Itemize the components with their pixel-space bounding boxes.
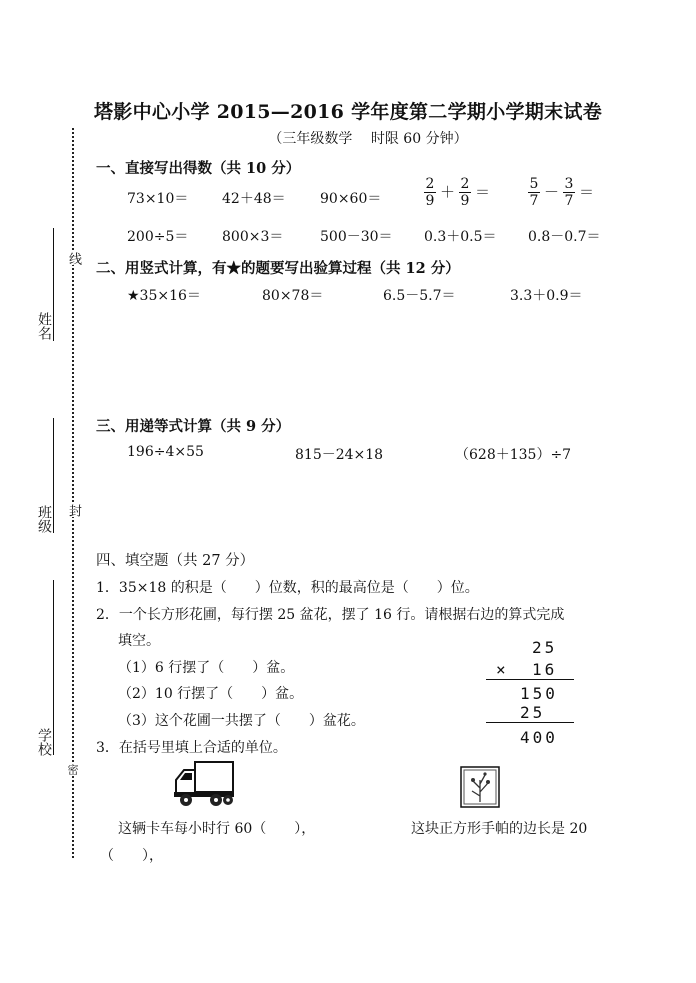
problem-2-2: 80×78＝ (262, 288, 324, 304)
problem-1-9: 0.3＋0.5＝ (424, 229, 497, 245)
name-label: 姓名 (36, 312, 52, 340)
calc-partial-2: 25 (520, 703, 546, 722)
question-4-2: 2．一个长方形花圃，每行摆 25 盆花，摆了 16 行。请根据右边的算式完成 (96, 607, 565, 623)
denominator: 7 (564, 193, 574, 209)
truck-question: 这辆卡车每小时行 60（ ）， (118, 821, 316, 837)
denominator: 9 (425, 193, 435, 209)
problem-1-10: 0.8－0.7＝ (528, 229, 601, 245)
problem-1-5 (528, 176, 598, 209)
denominator: 9 (460, 193, 470, 209)
binding-mark-secret: 密 (66, 764, 79, 775)
numerator: 5 (529, 176, 539, 192)
calc-rule (486, 679, 574, 680)
class-label: 班级 (36, 505, 52, 533)
question-4-2-2: （2）10 行摆了（ ）盆。 (118, 686, 304, 702)
section-4-heading: 四、填空题（共 27 分） (96, 553, 255, 569)
question-4-2-3: （3）这个花圃一共摆了（ ）盆花。 (118, 713, 365, 729)
problem-1-8: 500－30＝ (320, 229, 393, 245)
question-4-1: 1．35×18 的积是（ ）位数，积的最高位是（ ）位。 (96, 580, 479, 596)
problem-1-4 (424, 176, 494, 209)
equals: ＝ (475, 182, 491, 201)
calc-rule (486, 722, 574, 723)
school-label: 学校 (36, 728, 52, 756)
calc-multiplicand: 25 (532, 638, 558, 657)
numerator: 3 (564, 176, 574, 192)
name-field-line[interactable] (53, 228, 54, 341)
problem-3-2: 815－24×18 (295, 447, 384, 463)
question-4-3: 3．在括号里填上合适的单位。 (96, 740, 287, 756)
handkerchief-question: 这块正方形手帕的边长是 20 (411, 821, 588, 837)
problem-2-1: ★35×16＝ (127, 288, 201, 304)
handkerchief-question-cont: （ ）， (100, 848, 163, 864)
binding-dotted-line (72, 128, 74, 858)
numerator: 2 (460, 176, 470, 192)
binding-mark-seal: 封 (66, 504, 81, 517)
fraction (459, 176, 471, 209)
calc-result: 400 (520, 728, 558, 747)
question-4-2-1: （1）6 行摆了（ ）盆。 (118, 660, 295, 676)
fraction (424, 176, 436, 209)
question-4-2-cont: 填空。 (118, 633, 160, 649)
problem-1-6: 200÷5＝ (127, 229, 189, 245)
page-title: 塔影中心小学 2015—2016 学年度第二学期小学期末试卷 (94, 101, 602, 123)
calc-multiplier: 16 (532, 660, 558, 679)
section-3-heading: 三、用递等式计算（共 9 分） (96, 418, 291, 435)
operator: ＋ (440, 182, 456, 201)
truck-icon (172, 758, 236, 808)
fraction (563, 176, 575, 209)
fraction (528, 176, 540, 209)
handkerchief-icon (460, 766, 500, 808)
problem-2-4: 3.3＋0.9＝ (510, 288, 583, 304)
denominator: 7 (529, 193, 539, 209)
school-field-line[interactable] (53, 580, 54, 755)
section-1-heading: 一、直接写出得数（共 10 分） (96, 160, 301, 177)
equals: ＝ (579, 182, 595, 201)
section-2-heading: 二、用竖式计算，有★的题要写出验算过程（共 12 分） (96, 260, 460, 277)
binding-mark-line: 线 (66, 252, 81, 265)
problem-2-3: 6.5－5.7＝ (383, 288, 456, 304)
problem-3-1: 196÷4×55 (127, 444, 204, 460)
problem-1-1: 73×10＝ (127, 191, 189, 207)
numerator: 2 (425, 176, 435, 192)
problem-1-7: 800×3＝ (222, 229, 284, 245)
class-field-line[interactable] (53, 418, 54, 533)
operator: － (544, 182, 560, 201)
calc-operator: × (496, 660, 509, 679)
problem-1-2: 42＋48＝ (222, 191, 286, 207)
problem-3-3: （628＋135）÷7 (455, 447, 572, 463)
calc-partial-1: 150 (520, 684, 558, 703)
problem-1-3: 90×60＝ (320, 191, 382, 207)
page-subtitle: （三年级数学 时限 60 分钟） (268, 131, 468, 147)
